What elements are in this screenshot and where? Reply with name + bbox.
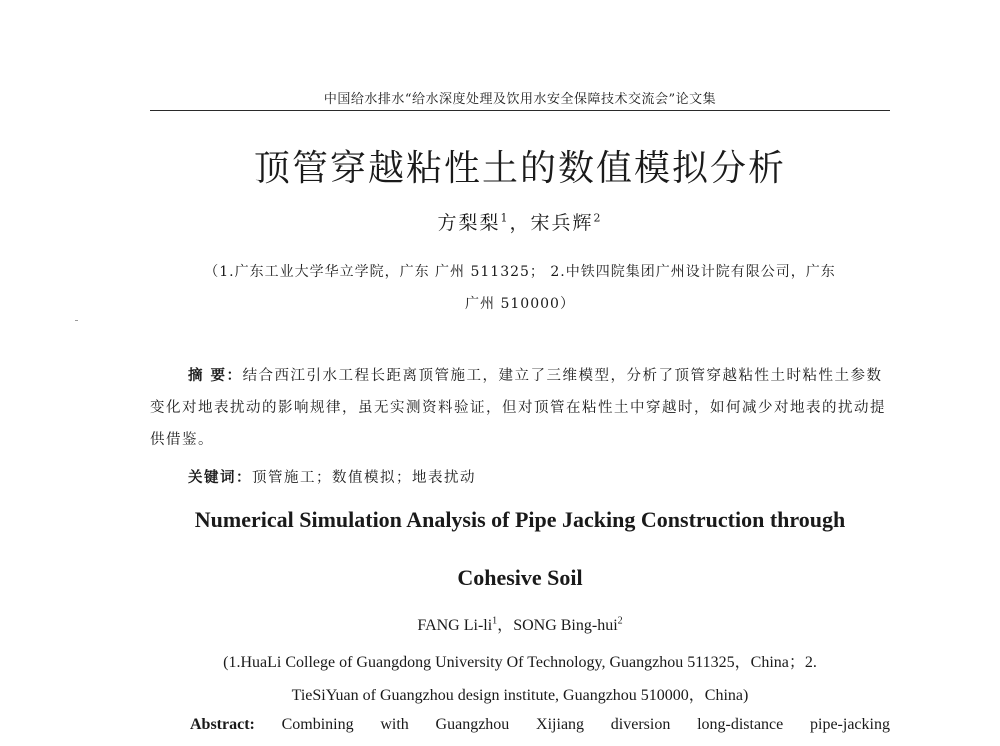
scan-speck — [75, 320, 78, 321]
paper-title-en-line-2: Cohesive Soil — [457, 565, 583, 590]
author-2-cn: 宋兵辉 — [530, 212, 594, 234]
affiliation-en-line-2: TieSiYuan of Guangzhou design institute, Guangzhou 510000，China) — [291, 687, 749, 704]
running-header: 中国给水排水“给水深度处理及饮用水安全保障技术交流会”论文集 — [323, 92, 717, 107]
authors-en — [150, 612, 890, 635]
abstract-en-word: pipe-jacking — [810, 716, 890, 733]
abstract-en-word: Combining — [281, 716, 354, 733]
author-2-en-affil-mark: 2 — [617, 615, 623, 627]
abstract-en-word: with — [380, 716, 409, 733]
abstract-en-word: Guangzhou — [435, 716, 510, 733]
paper-title-en-line-1: Numerical Simulation Analysis of Pipe Jacking Construction through — [194, 507, 846, 532]
abstract-en-word: long-distance — [697, 716, 784, 733]
paper-title-cn: 顶管穿越粘性土的数值模拟分析 — [253, 148, 786, 189]
affiliation-en-line-1: (1.HuaLi College of Guangdong University Of Technology, Guangzhou 511325，China；2. — [223, 654, 817, 671]
author-en-separator: ， — [497, 617, 514, 634]
affiliation-cn-line-1: （1.广东工业大学华立学院，广东 广州 511325； 2.中铁四院集团广州设计院有限公司，广东 — [204, 264, 836, 280]
author-1-affil-mark: 1 — [500, 211, 510, 225]
abstract-en-word: Xijiang — [536, 716, 585, 733]
abstract-cn-label: 摘 要： — [188, 368, 243, 384]
author-1-cn: 方梨梨 — [437, 212, 501, 234]
keywords-cn-text: 顶管施工；数值模拟；地表扰动 — [252, 470, 476, 486]
abstract-cn — [150, 360, 890, 456]
abstract-cn-text: 结合西江引水工程长距离顶管施工，建立了三维模型，分析了顶管穿越粘性土时粘性土参数变化对地表扰动的影响规律，虽无实测资料验证，但对顶管在粘性土中穿越时，如何减少对地表的扰动提供借鉴。 — [150, 368, 886, 448]
author-2-en: SONG Bing-hui — [513, 617, 618, 634]
abstract-en-word: diversion — [610, 716, 671, 733]
author-2-affil-mark: 2 — [593, 211, 603, 225]
author-1-en: FANG Li-li — [417, 617, 493, 634]
affiliation-cn-line-2: 广州 510000） — [465, 296, 575, 312]
author-1-en-affil-mark: 1 — [492, 615, 498, 627]
keywords-cn — [188, 466, 476, 487]
abstract-en-label: Abstract: — [190, 716, 255, 733]
keywords-cn-label: 关键词： — [188, 470, 252, 486]
author-separator: ， — [509, 212, 531, 234]
authors-cn — [150, 208, 890, 235]
header-rule — [150, 110, 890, 111]
abstract-en-first-line — [190, 716, 890, 734]
